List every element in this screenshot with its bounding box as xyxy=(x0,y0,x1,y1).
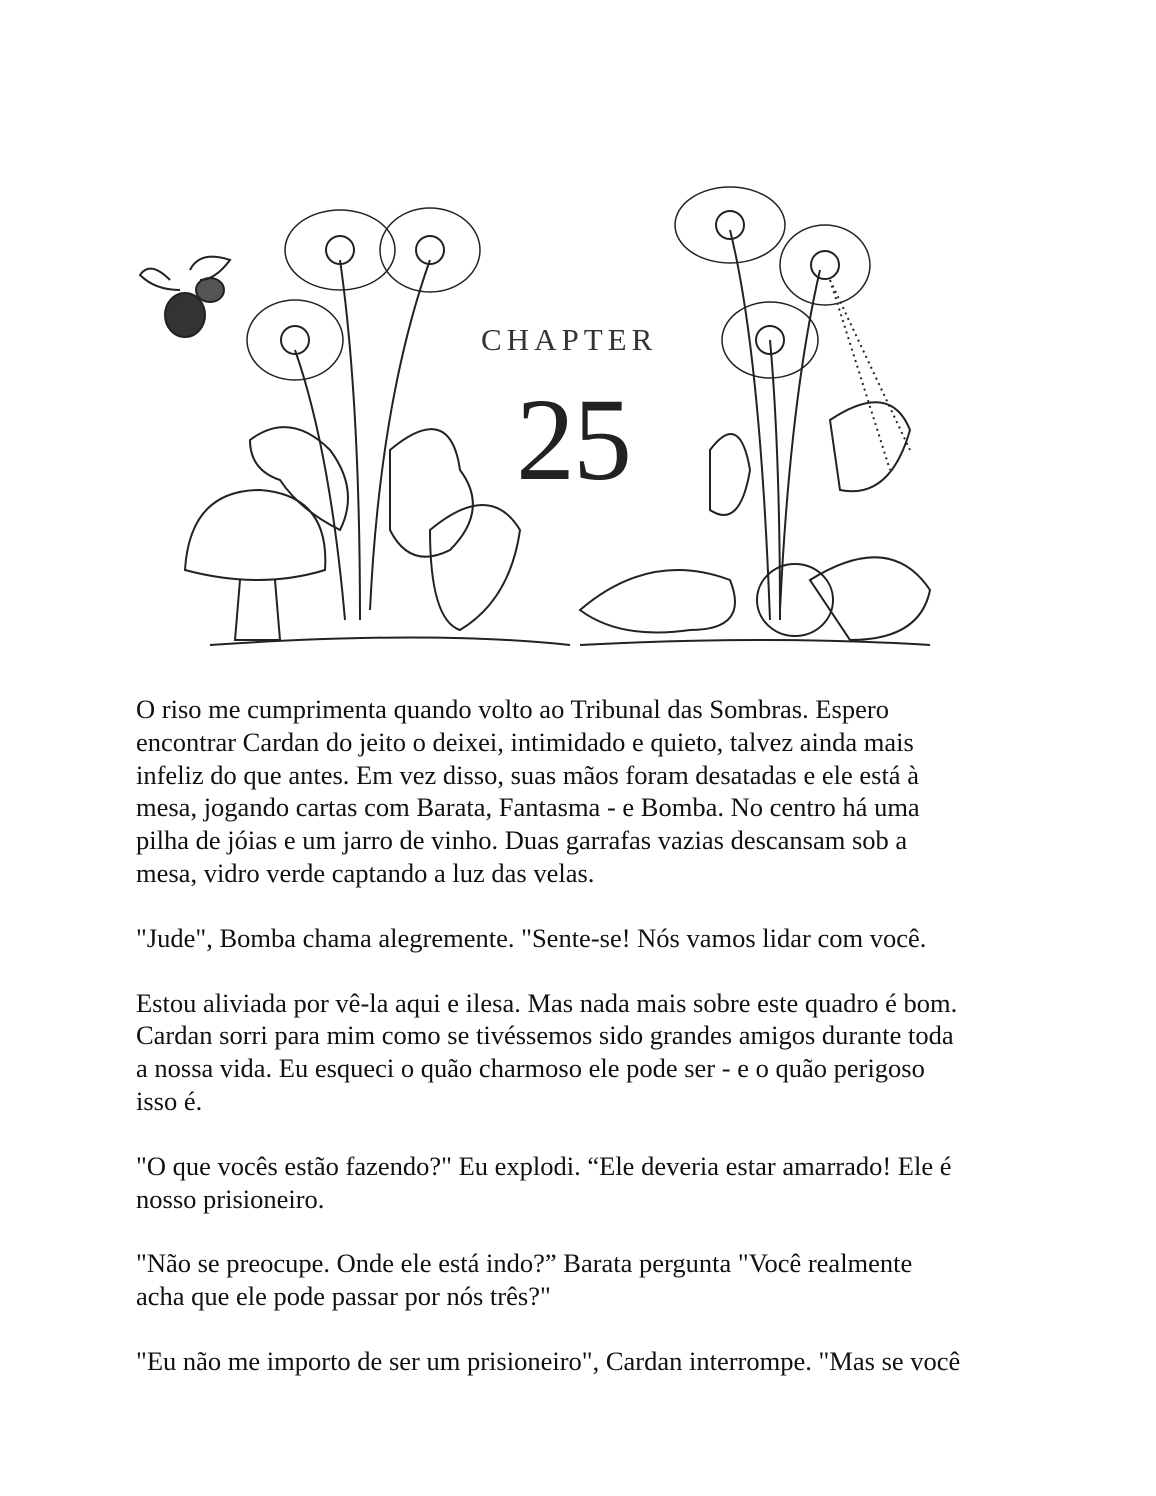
chapter-number: 25 xyxy=(516,374,630,505)
text-line: nosso prisioneiro. xyxy=(136,1183,325,1214)
text-line: "Eu não me importo de ser um prisioneiro", Cardan interrompe. "Mas se você xyxy=(136,1345,961,1376)
text-line: O riso me cumprimenta quando volto ao Tribunal das Sombras. Espero xyxy=(136,694,889,724)
text-line: pilha de jóias e um jarro de vinho. Duas garrafas vazias descansam sob a xyxy=(136,825,908,856)
text-line: Estou aliviada por vê-la aqui e ilesa. Mas nada mais sobre este quadro é bom. xyxy=(136,987,958,1018)
chapter-body xyxy=(136,693,1036,1410)
flower-illustration-right xyxy=(580,187,930,645)
text-line: a nossa vida. Eu esqueci o quão charmoso ele pode ser - e o quão perigoso xyxy=(136,1053,925,1084)
paragraph xyxy=(136,693,1036,890)
text-line: "Jude", Bomba chama alegremente. "Sente-se! Nós vamos lidar com você. xyxy=(136,922,927,953)
paragraph xyxy=(136,987,1036,1118)
text-line: isso é. xyxy=(136,1085,203,1116)
flower-illustration-left xyxy=(140,208,570,645)
text-line: mesa, vidro verde captando a luz das velas. xyxy=(136,857,595,888)
text-line: Cardan sorri para mim como se tivéssemos sido grandes amigos durante toda xyxy=(136,1020,954,1051)
paragraph xyxy=(136,922,1036,955)
text-line: encontrar Cardan do jeito o deixei, intimidado e quieto, talvez ainda mais xyxy=(136,726,914,757)
text-line: "Não se preocupe. Onde ele está indo?” Barata pergunta "Você realmente xyxy=(136,1248,913,1279)
paragraph xyxy=(136,1150,1036,1216)
text-line: mesa, jogando cartas com Barata, Fantasma - e Bomba. No centro há uma xyxy=(136,792,920,823)
text-line: infeliz do que antes. Em vez disso, suas mãos foram desatadas e ele está à xyxy=(136,759,919,790)
text-line: "O que vocês estão fazendo?" Eu explodi. “Ele deveria estar amarrado! Ele é xyxy=(136,1150,952,1181)
paragraph xyxy=(136,1247,1036,1313)
text-line: acha que ele pode passar por nós três?" xyxy=(136,1281,551,1312)
chapter-label: CHAPTER xyxy=(481,322,658,357)
paragraph xyxy=(136,1345,1036,1378)
